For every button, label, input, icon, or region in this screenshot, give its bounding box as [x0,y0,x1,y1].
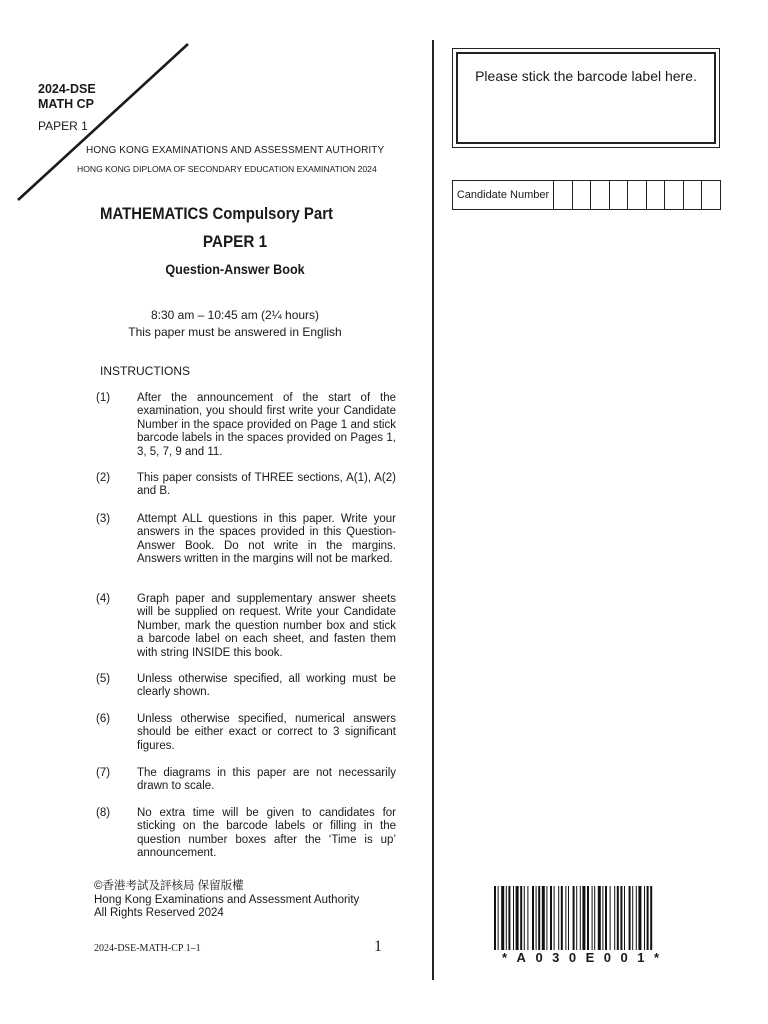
barcode-bar [610,886,611,950]
instruction-item [96,472,396,502]
barcode-bar [527,886,528,950]
instruction-item [96,593,396,659]
barcode-bar [620,886,622,950]
barcode-bar [594,886,595,950]
candidate-digit-box[interactable] [628,181,647,209]
barcode-bar [614,886,615,950]
barcode-bar [624,886,625,950]
barcode-bar [532,886,534,950]
barcode-number: *A030E001* [502,950,669,965]
instruction-item [96,807,396,863]
exam-time: 8:30 am – 10:45 am (2¼ hours) [150,308,320,322]
barcode-label-text: Please stick the barcode label here. [475,68,697,84]
barcode-bar [598,886,601,950]
instruction-text: Unless otherwise specified, numerical answers should be either exact or correct to 3 significant figures. [137,713,396,752]
candidate-digit-box[interactable] [647,181,666,209]
candidate-digit-box[interactable] [591,181,610,209]
barcode-bar [524,886,525,950]
instruction-text: No extra time will be given to candidates for sticking on the barcode labels or filling in the question number boxes after the ‘Time is up’ announcement. [137,807,396,860]
subject-title: MATHEMATICS Compulsory Part [100,204,334,223]
copyright-line-chinese: ©香港考試及評核局 保留版權 [94,880,244,892]
barcode-bar [554,886,555,950]
timing-block [85,307,385,341]
barcode-bar [582,886,585,950]
diploma-name: HONG KONG DIPLOMA OF SECONDARY EDUCATION EXAMINATION 2024 [77,164,377,174]
barcode-bar [501,886,504,950]
barcode-bar [632,886,633,950]
barcode-bar [605,886,607,950]
instruction-number: (2) [96,472,111,484]
instruction-text: Attempt ALL questions in this paper. Write your answers in the spaces provided in this Question-Answer Book. Do not write in the margins. Answers written in the margins will not be marked. [137,513,396,566]
instruction-number: (7) [96,767,111,779]
barcode-bar [513,886,514,950]
instruction-number: (3) [96,513,111,525]
barcode-bar [516,886,519,950]
barcode-bar [550,886,552,950]
barcode-bar [508,886,510,950]
barcode-bar [629,886,631,950]
barcode-bar [576,886,577,950]
copyright-line-rights: All Rights Reserved 2024 [94,907,224,920]
barcode-bar [494,886,496,950]
paper-title: PAPER 1 [202,232,268,251]
barcode-bar [638,886,641,950]
barcode-bar [498,886,499,950]
barcode-bar [636,886,637,950]
barcode-image [494,886,712,950]
instruction-number: (1) [96,392,111,404]
barcode-bar [536,886,537,950]
paper-label: PAPER 1 [38,119,88,133]
candidate-digit-box[interactable] [554,181,573,209]
instruction-number: (4) [96,593,111,605]
exam-code-line1: 2024-DSE [38,82,96,96]
barcode-bar [546,886,547,950]
book-title: Question-Answer Book [165,261,305,277]
candidate-digit-box[interactable] [665,181,684,209]
instruction-text: The diagrams in this paper are not necessarily drawn to scale. [137,767,396,793]
barcode-bar [558,886,559,950]
copyright-block [94,880,359,921]
barcode-bar [520,886,522,950]
barcode-bar [568,886,569,950]
barcode-bar [542,886,545,950]
barcode-bar [644,886,645,950]
candidate-number-label: Candidate Number [453,181,554,209]
language-note: This paper must be answered in English [128,325,342,339]
instruction-item [96,392,396,458]
authority-name: HONG KONG EXAMINATIONS AND ASSESSMENT AUTHORITY [86,145,385,156]
barcode-bar [561,886,563,950]
instruction-item [96,513,396,573]
candidate-digit-box[interactable] [573,181,592,209]
barcode-bar [602,886,603,950]
candidate-digit-box[interactable] [702,181,720,209]
copyright-line-authority: Hong Kong Examinations and Assessment Authority [94,893,360,906]
instruction-number: (5) [96,673,111,685]
barcode-bar [617,886,619,950]
barcode-bar [647,886,649,950]
instruction-number: (6) [96,713,111,725]
barcode-bar [580,886,581,950]
barcode-bar [573,886,575,950]
diagonal-line [12,40,192,205]
barcode-label-box [452,48,720,148]
footer-code: 2024-DSE-MATH-CP 1–1 [94,943,201,954]
instruction-text: After the announcement of the start of the examination, you should first write your Candidate Number in the space provided on Page 1 and stick barcode labels in the spaces provided on Pages 1, 3, 5, 7, 9 and 11. [137,392,396,458]
barcode-bar [506,886,507,950]
candidate-digit-box[interactable] [684,181,703,209]
candidate-digit-box[interactable] [610,181,629,209]
barcode-bar [592,886,593,950]
exam-code-line2: MATH CP [38,97,95,111]
barcode-bar [538,886,540,950]
barcode-bar [650,886,652,950]
instruction-item [96,713,396,755]
instruction-text: Graph paper and supplementary answer sheets will be supplied on request. Write your Candidate Number, mark the question number box and stick a barcode label on each sheet, and fasten them with string INSIDE this book. [137,593,396,659]
instruction-item [96,767,396,797]
instruction-number: (8) [96,807,111,819]
instruction-text: This paper consists of THREE sections, A(1), A(2) and B. [137,472,396,498]
instruction-item [96,673,396,703]
instructions-heading: INSTRUCTIONS [100,364,190,378]
barcode-bar [587,886,589,950]
instruction-text: Unless otherwise specified, all working must be clearly shown. [137,673,396,699]
barcode-bar [565,886,566,950]
page-divider [432,40,434,980]
barcode-label-inner [456,52,716,144]
page-number: 1 [374,938,382,955]
candidate-number-field[interactable] [452,180,721,210]
